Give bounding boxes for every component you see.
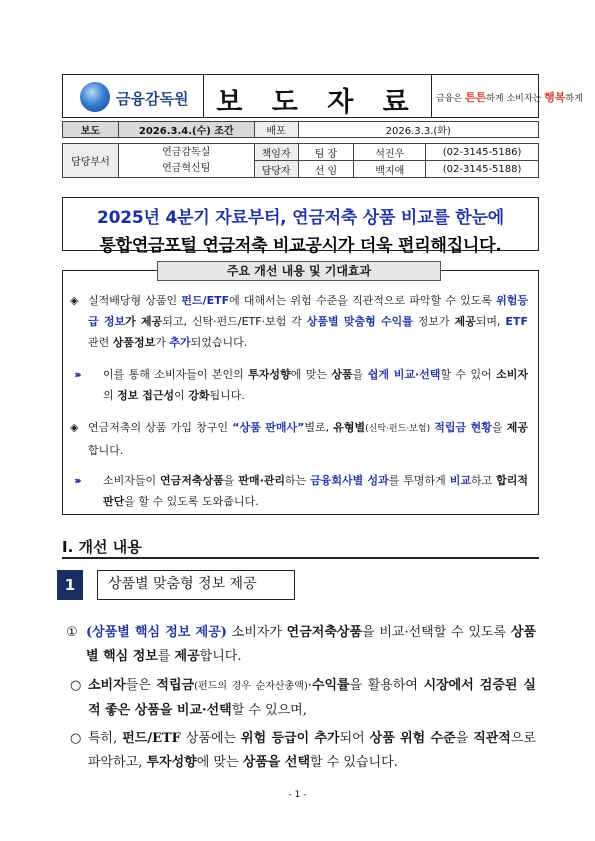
org-logo-cell — [63, 75, 204, 117]
triple-arrow-icon: ››› — [74, 474, 79, 487]
distribute-label: 배포 — [254, 122, 298, 138]
press-release-header — [62, 74, 583, 118]
contact-role: 책임자 — [254, 144, 298, 161]
contact-title: 선 임 — [298, 161, 354, 178]
slogan-word-2: 행복 — [544, 91, 566, 104]
org-name: 금융감독원 — [116, 90, 189, 108]
contact-name: 석진우 — [354, 144, 426, 161]
section-title: Ⅰ. 개선 내용 — [62, 538, 142, 556]
doc-type-cell — [204, 75, 432, 117]
slogan-prefix: 금융은 — [436, 94, 463, 104]
body-paragraph-1: (상품별 핵심 정보 제공) 소비자가 연금저축상품을 비교·선택할 수 있도록 상품별 핵심 정보를 제공합니다. — [86, 625, 537, 664]
release-info-table — [62, 121, 539, 178]
circle-bullet: ○ — [70, 678, 82, 693]
body-paragraph-3: 특히, 펀드/ETF 상품에는 위험 등급이 추가되어 상품 위험 수준을 직관적으로 파악하고, 투자성향에 맞는 상품을 선택할 수 있습니다. — [88, 731, 536, 770]
doc-type-title: 보 도 자 료 — [216, 87, 419, 118]
dept-line-2: 연금혁신팀 — [162, 162, 211, 174]
release-value: 2026.3.4.(수) 조간 — [118, 122, 254, 138]
section-divider — [62, 557, 539, 559]
circled-one-marker: ① — [66, 625, 78, 640]
contact-phone: (02-3145-5186) — [426, 144, 539, 161]
headline-box — [62, 197, 539, 256]
contact-name: 백지애 — [354, 161, 426, 178]
dept-line-1: 연금감독실 — [162, 146, 211, 158]
slogan-word-1: 튼튼 — [464, 91, 487, 104]
slogan-cell — [432, 75, 583, 117]
dept-label: 담당부서 — [63, 144, 119, 178]
diamond-bullet-icon: ◈ — [70, 421, 79, 434]
section-number-badge: 1 — [57, 570, 83, 600]
contact-title: 팀 장 — [298, 144, 354, 161]
circle-bullet: ○ — [70, 731, 82, 746]
contact-phone: (02-3145-5188) — [426, 161, 539, 178]
subsection-title: 상품별 맞춤형 정보 제공 — [97, 570, 295, 600]
diamond-bullet-icon: ◈ — [70, 294, 79, 307]
summary-bullet-1: 실적배당형 상품인 펀드/ETF에 대해서는 위험 수준을 직관적으로 파악할 수 있도록 위험등급 정보가 제공되고, 신탁·펀드/ETF·보험 각 상품별 맞춤형 수익률 정보가 제공되며, ETF 관련 상품정보가 추가되었습니다. — [88, 294, 528, 349]
headline-line-1: 2025년 4분기 자료부터, 연금저축 상품 비교를 한눈에 — [97, 208, 504, 228]
fss-logo-icon — [80, 82, 110, 112]
slogan-mid: 하게 소비자는 — [486, 94, 542, 104]
slogan-suffix: 하게 — [565, 94, 583, 104]
headline-line-2: 통합연금포털 연금저축 비교공시가 더욱 편리해집니다. — [99, 236, 502, 256]
body-paragraph-2: 소비자들은 적립금(펀드의 경우 순자산총액)·수익률을 활용하여 시장에서 검증된 실적 좋은 상품을 비교·선택할 수 있으며, — [88, 678, 536, 718]
slogan — [436, 89, 583, 105]
release-label: 보도 — [63, 122, 119, 138]
page-number: - 1 - — [288, 790, 307, 800]
dept-names — [118, 144, 254, 178]
distribute-value: 2026.3.3.(화) — [298, 122, 538, 138]
summary-arrow-2: 소비자들이 연금저축상품을 판매·관리하는 금융회사별 성과를 투명하게 비교하고 합리적 판단을 할 수 있도록 도와줍니다. — [103, 474, 529, 508]
summary-arrow-1: 이를 통해 소비자들이 본인의 투자성향에 맞는 상품을 쉽게 비교·선택할 수 있어 소비자의 정보 접근성이 강화됩니다. — [103, 368, 529, 402]
summary-bullet-2: 연금저축의 상품 가입 창구인 “상품 판매사”별로, 유형별(신탁·펀드·보험) 적립금 현황을 제공합니다. — [88, 421, 529, 457]
summary-title: 주요 개선 내용 및 기대효과 — [157, 261, 441, 281]
triple-arrow-icon: ››› — [74, 368, 79, 381]
contact-role: 담당자 — [254, 161, 298, 178]
